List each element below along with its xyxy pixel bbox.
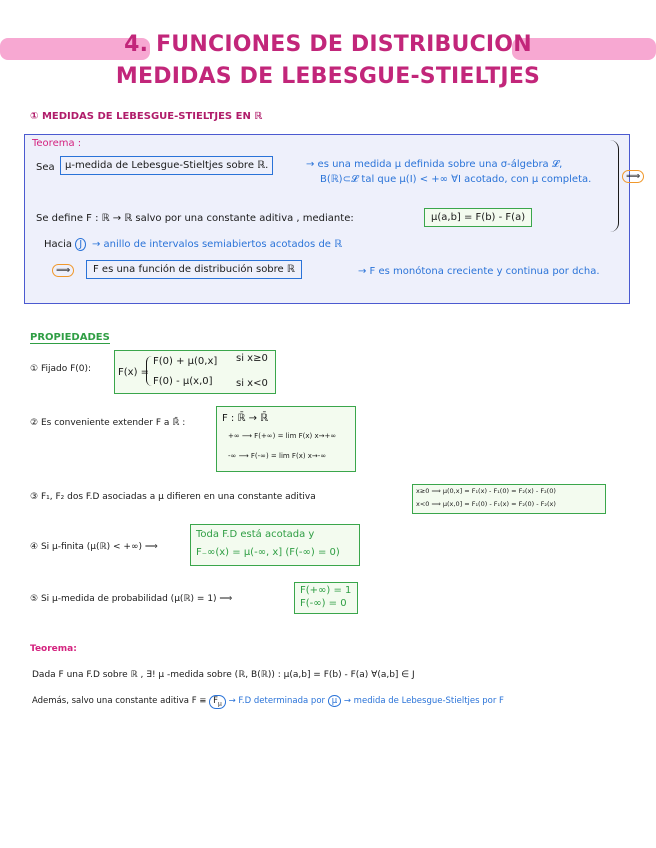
theorem2-mu-circled: μ [328, 695, 341, 707]
properties-title: PROPIEDADES [30, 332, 110, 343]
prop5-number: ⑤ [30, 594, 39, 604]
prop1-row2: F(0) - μ(x,0] [153, 376, 213, 387]
prop2-number: ② [30, 418, 39, 428]
prop5 [30, 594, 232, 604]
prop3-row2: x<0 ⟹ μ(x,0] = F₁(0) - F₁(x) = F₂(0) - F₂(x) [416, 500, 556, 508]
theorem1-define-text: Se define F : ℝ → ℝ salvo por una constante aditiva , mediante: [36, 213, 354, 224]
prop4 [30, 542, 158, 552]
theorem1-label: Teorema : [32, 138, 82, 149]
prop1-brace [146, 356, 152, 386]
theorem2-f-mu [209, 695, 226, 709]
theorem2-label: Teorema: [30, 644, 77, 654]
theorem1-mu-box: μ-medida de Lebesgue-Stieltjes sobre ℝ. [60, 156, 273, 175]
prop3-row1: x≥0 ⟹ μ(0,x] = F₁(x) - F₁(0) = F₂(x) - F₂(0) [416, 487, 556, 495]
prop5-text: Si μ-medida de probabilidad (μ(ℝ) = 1) ⟹ [40, 594, 233, 604]
prop2-text: Es conveniente extender F a ℝ̄ : [40, 418, 186, 428]
theorem1-implies-left: ⟹ [52, 264, 74, 277]
theorem2-f-sub: μ [218, 700, 222, 708]
prop2-row1: +∞ ⟶ F(+∞) = lim F(x) x→+∞ [228, 432, 337, 440]
prop1-number: ① [30, 364, 39, 374]
theorem2-line2 [32, 695, 504, 709]
theorem1-implies-right: ⟹ [622, 170, 644, 183]
prop1-text: Fijado F(0): [40, 364, 92, 374]
theorem1-mu-note2: B(ℝ)⊂𝓛 tal que μ(I) < +∞ ∀I acotado, con μ completa. [320, 174, 592, 185]
theorem1-j-symbol: J [75, 238, 86, 251]
theorem2-f-letter: F [213, 696, 219, 706]
prop4-row1: Toda F.D está acotada y [196, 529, 315, 540]
page-title-line1: 4. FUNCIONES DE DISTRIBUCION [124, 32, 532, 57]
prop2 [30, 418, 185, 428]
prop1 [30, 364, 91, 374]
theorem1-j-note: → anillo de intervalos semiabiertos acotados de ℝ [92, 239, 343, 250]
theorem1-conclusion-box: F es una función de distribución sobre ℝ [86, 260, 302, 279]
section1-number: ① [30, 111, 39, 122]
theorem1-hacia-label: Hacia [44, 239, 73, 250]
prop3-text: F₁, F₂ dos F.D asociadas a μ difieren en una constante aditiva [40, 492, 316, 502]
prop1-cond2: si x<0 [236, 378, 268, 389]
prop1-row1: F(0) + μ(0,x] [153, 356, 218, 367]
section1-title: MEDIDAS DE LEBESGUE-STIELTJES EN ℝ [41, 111, 263, 122]
theorem1-conclusion-note: → F es monótona creciente y continua por dcha. [358, 266, 600, 277]
prop4-row2: F₋∞(x) = μ(-∞, x] (F(-∞) = 0) [196, 547, 340, 558]
prop4-number: ④ [30, 542, 39, 552]
theorem2-line1: Dada F una F.D sobre ℝ , ∃! μ -medida sobre (ℝ, B(ℝ)) : μ(a,b] = F(b) - F(a) ∀(a,b] ∈ J [32, 670, 415, 680]
theorem1-right-brace [610, 140, 619, 232]
theorem2-line2-c: → medida de Lebesgue-Stieltjes por F [343, 696, 504, 706]
theorem1-hacia [44, 238, 86, 251]
theorem2-line2-a: Además, salvo una constante aditiva F ≡ [32, 696, 207, 706]
theorem1-sea: Sea [36, 162, 55, 173]
prop3-number: ③ [30, 492, 39, 502]
prop5-row2: F(-∞) = 0 [300, 598, 347, 609]
prop2-row2: -∞ ⟶ F(-∞) = lim F(x) x→-∞ [228, 452, 327, 460]
prop1-lhs: F(x) = [118, 367, 150, 378]
theorem1-mu-note1: → es una medida μ definida sobre una σ-álgebra 𝓛, [306, 159, 563, 170]
prop5-row1: F(+∞) = 1 [300, 585, 352, 596]
prop4-text: Si μ-finita (μ(ℝ) < +∞) ⟹ [40, 542, 158, 552]
page-title-line2: MEDIDAS DE LEBESGUE-STIELTJES [115, 64, 541, 89]
theorem2-line2-b: → F.D determinada por [228, 696, 326, 706]
theorem1-define-box: μ(a,b] = F(b) - F(a) [424, 208, 532, 227]
prop1-cond1: si x≥0 [236, 353, 268, 364]
prop2-row0: F : ℝ̄ → ℝ̄ [222, 413, 269, 424]
section1-heading [30, 111, 262, 122]
prop3 [30, 492, 316, 502]
